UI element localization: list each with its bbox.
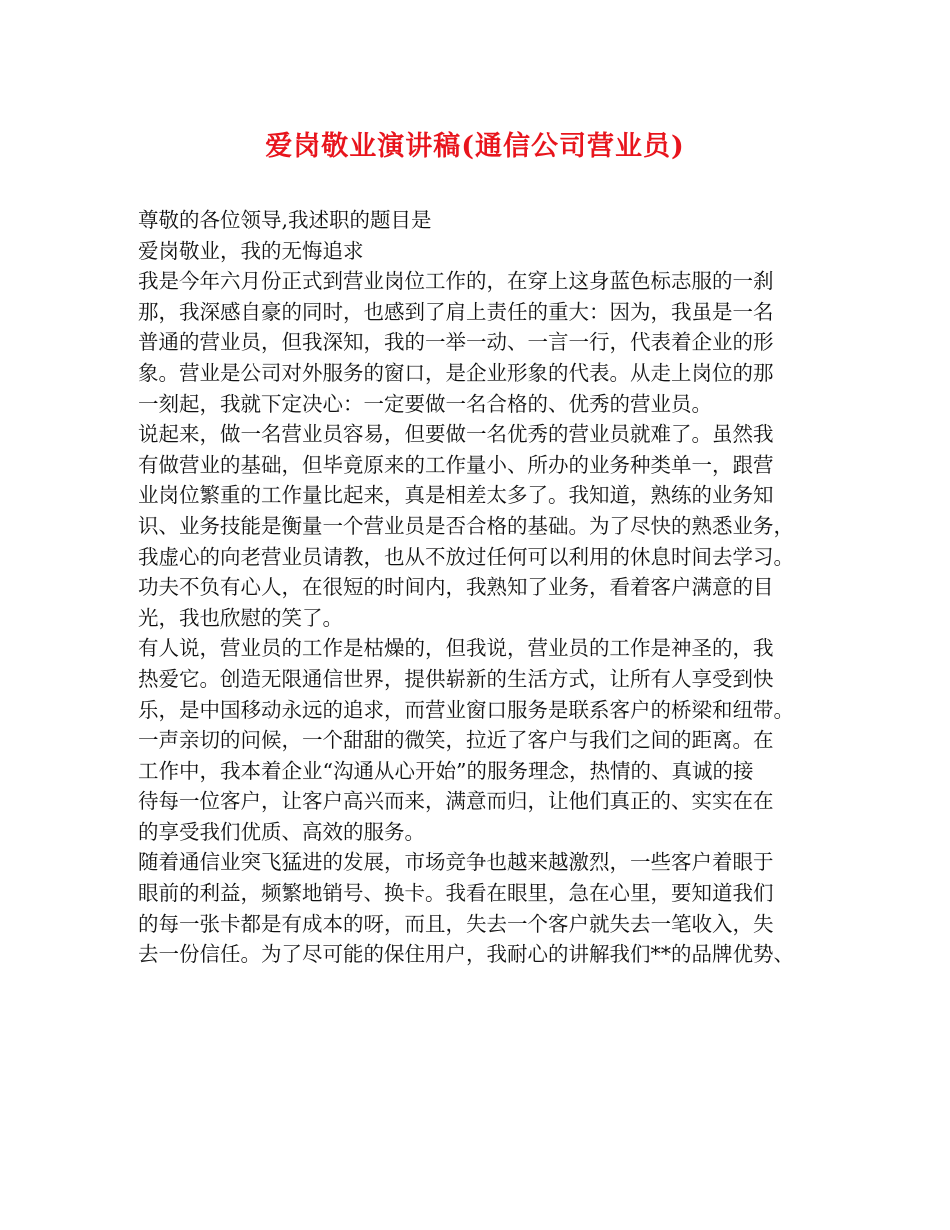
text-line: 去一份信任。为了尽可能的保住用户，我耐心的讲解我们**的品牌优势、 [138, 942, 794, 967]
text-line: 一刻起，我就下定决心：一定要做一名合格的、优秀的营业员。 [138, 391, 712, 416]
text-line: 待每一位客户，让客户高兴而来，满意而归，让他们真正的、实实在在 [138, 789, 774, 814]
text-line: 的享受我们优质、高效的服务。 [138, 819, 425, 844]
text-line: 工作中，我本着企业“沟通从心开始”的服务理念，热情的、真诚的接 [138, 758, 754, 783]
text-line: 随着通信业突飞猛进的发展，市场竞争也越来越激烈，一些客户着眼于 [138, 850, 774, 875]
text-line: 有人说，营业员的工作是枯燥的，但我说，营业员的工作是神圣的，我 [138, 636, 774, 661]
text-line: 功夫不负有心人，在很短的时间内，我熟知了业务，看着客户满意的目 [138, 575, 774, 600]
text-line: 爱岗敬业，我的无悔追求 [138, 238, 364, 263]
document-body [138, 205, 818, 970]
text-line: 象。营业是公司对外服务的窗口，是企业形象的代表。从走上岗位的那 [138, 360, 774, 385]
text-line: 的每一张卡都是有成本的呀，而且，失去一个客户就失去一笔收入，失 [138, 911, 774, 936]
text-line: 有做营业的基础，但毕竟原来的工作量小、所办的业务种类单一，跟营 [138, 452, 774, 477]
text-line: 说起来，做一名营业员容易，但要做一名优秀的营业员就难了。虽然我 [138, 422, 774, 447]
text-line: 普通的营业员，但我深知，我的一举一动、一言一行，代表着企业的形 [138, 330, 774, 355]
text-line: 我虚心的向老营业员请教，也从不放过任何可以利用的休息时间去学习。 [138, 544, 794, 569]
text-line: 光，我也欣慰的笑了。 [138, 605, 343, 630]
text-line: 业岗位繁重的工作量比起来，真是相差太多了。我知道，熟练的业务知 [138, 483, 774, 508]
text-line: 乐，是中国移动永远的追求，而营业窗口服务是联系客户的桥梁和纽带。 [138, 697, 794, 722]
text-line: 一声亲切的问候，一个甜甜的微笑，拉近了客户与我们之间的距离。在 [138, 728, 774, 753]
text-line: 热爱它。创造无限通信世界，提供崭新的生活方式，让所有人享受到快 [138, 666, 774, 691]
text-line: 那，我深感自豪的同时，也感到了肩上责任的重大：因为，我虽是一名 [138, 299, 774, 324]
text-line: 眼前的利益，频繁地销号、换卡。我看在眼里，急在心里，要知道我们 [138, 881, 774, 906]
text-line: 我是今年六月份正式到营业岗位工作的，在穿上这身蓝色标志服的一刹 [138, 269, 774, 294]
text-line: 尊敬的各位领导,我述职的题目是 [138, 208, 432, 232]
document-title: 爱岗敬业演讲稿(通信公司营业员) [265, 131, 685, 162]
text-line: 识、业务技能是衡量一个营业员是否合格的基础。为了尽快的熟悉业务， [138, 513, 794, 538]
